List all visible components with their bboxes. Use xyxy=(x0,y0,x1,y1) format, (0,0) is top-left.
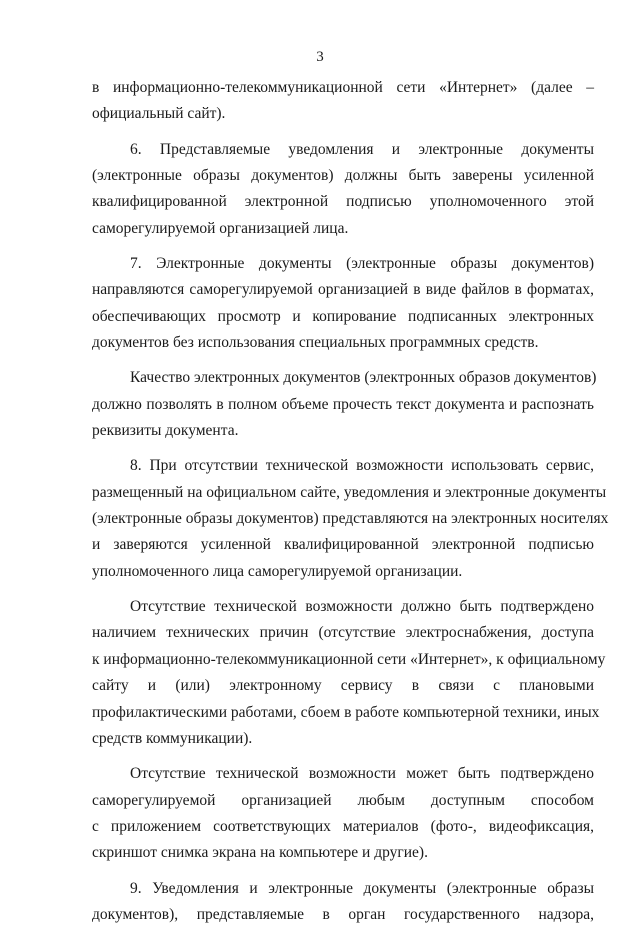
paragraph xyxy=(92,594,606,752)
paragraph xyxy=(92,137,594,243)
text-line: профилактическими работами, сбоем в работе компьютерной техники, иных xyxy=(92,703,600,721)
text-line: 6. Представляемые уведомления и электронные документы xyxy=(130,140,594,158)
text-line: размещенный на официальном сайте, уведомления и электронные документы xyxy=(92,483,607,501)
text-line: (электронные образы документов) представляются на электронных носителях xyxy=(92,510,609,528)
text-line: Отсутствие технической возможности должно быть подтверждено xyxy=(130,598,594,616)
text-line: Качество электронных документов (электронных образов документов) xyxy=(130,369,597,387)
text-line: и заверяются усиленной квалифицированной электронной подписью xyxy=(92,536,594,554)
text-line: 7. Электронные документы (электронные образы документов) xyxy=(130,254,594,272)
text-line: документов), представляемые в орган государственного надзора, xyxy=(92,905,594,923)
paragraph xyxy=(92,453,609,585)
text-line: наличием технических причин (отсутствие электроснабжения, доступа xyxy=(92,624,594,642)
document-body xyxy=(92,75,609,928)
text-line: Отсутствие технической возможности может быть подтверждено xyxy=(130,765,594,783)
text-line: скриншот снимка экрана на компьютере и другие). xyxy=(92,844,428,862)
text-line: средств коммуникации). xyxy=(92,729,253,747)
text-line: сайту и (или) электронному сервису в связи с плановыми xyxy=(92,677,594,695)
text-line: документов без использования специальных программных средств. xyxy=(92,334,539,352)
text-line: обеспечивающих просмотр и копирование подписанных электронных xyxy=(92,307,594,325)
text-line: направляются саморегулируемой организацией в виде файлов в форматах, xyxy=(92,281,594,299)
paragraph xyxy=(92,251,594,357)
text-line: 8. При отсутствии технической возможности использовать сервис, xyxy=(130,457,594,475)
text-line: (электронные образы документов) должны быть заверены усиленной xyxy=(92,166,594,184)
paragraph xyxy=(92,365,597,444)
text-line: квалифицированной электронной подписью уполномоченного этой xyxy=(92,193,594,211)
text-line: в информационно-телекоммуникационной сети «Интернет» (далее – xyxy=(92,79,594,96)
text-line: с приложением соответствующих материалов (фото-, видеофиксация, xyxy=(92,817,594,835)
page-number: 3 xyxy=(316,49,324,65)
text-line: 9. Уведомления и электронные документы (электронные образы xyxy=(130,879,594,897)
paragraph xyxy=(92,876,594,928)
text-line: официальный сайт). xyxy=(92,105,226,123)
text-line: саморегулируемой организацией любым доступным способом xyxy=(92,791,594,809)
paragraph xyxy=(92,761,594,867)
text-line: реквизиты документа. xyxy=(92,422,239,440)
paragraph xyxy=(92,75,594,128)
text-line: должно позволять в полном объеме прочесть текст документа и распознать xyxy=(92,395,594,413)
text-line: уполномоченного лица саморегулируемой организации. xyxy=(92,562,463,580)
text-line: к информационно-телекоммуникационной сети «Интернет», к официальному xyxy=(92,650,606,668)
text-line: саморегулируемой организацией лица. xyxy=(92,219,349,237)
